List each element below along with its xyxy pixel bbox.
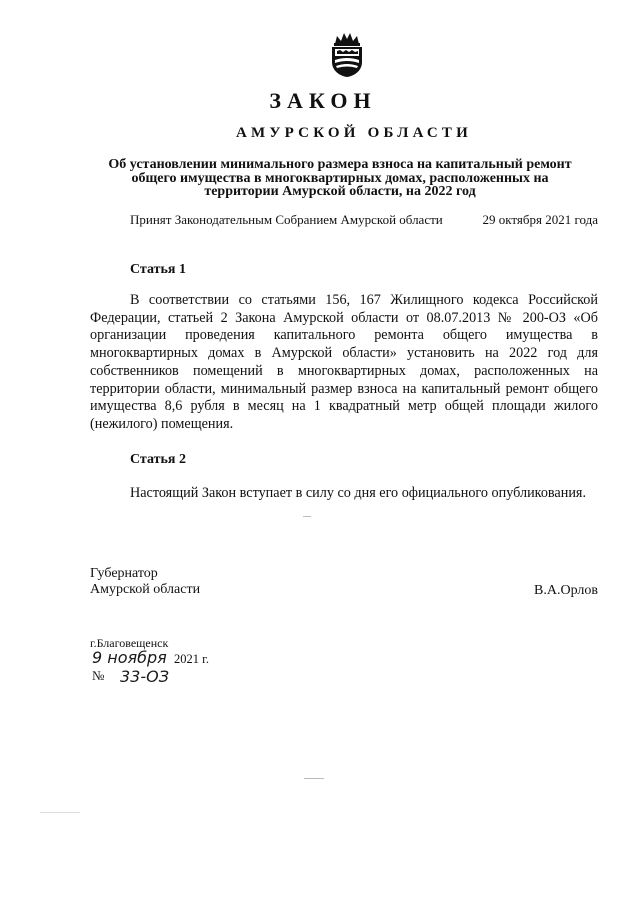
document-type-title: ЗАКОН [269,88,377,113]
law-subject [70,158,610,199]
scan-mark [40,812,80,813]
coat-of-arms-icon [327,30,367,78]
signatory-title-line: Губернатор [90,566,158,581]
adopted-date: 29 октября 2021 года [482,212,598,227]
article-2-heading: Статья 2 [130,452,186,467]
signatory-name: В.А.Орлов [534,583,598,598]
signatory-title-line: Амурской области [90,582,201,597]
article-1-text: В соответствии со статьями 156, 167 Жилищного кодекса Российской Федерации, статьей 2 Закона Амурской области от 08.07.2013 № 200-ОЗ «Об организации проведения капитального ремонта общего имущества в многоквартирных домах в Амурской области» установить на 2022 год для собственников помещений в многоквартирных домах, расположенных на территории области, минимальный размер взноса на капитальный ремонт общего имущества 8,6 рубля в месяц на 1 квадратный метр общей площади жилого (нежилого) помещения. [90,292,598,432]
scan-mark [303,516,311,517]
handwritten-number: 33-ОЗ [120,667,169,686]
handwritten-date: 9 ноября [92,648,167,667]
number-label: № [92,668,105,683]
city: г.Благовещенск [90,636,169,650]
region-title: АМУРСКОЙ ОБЛАСТИ [236,125,472,141]
article-2-text: Настоящий Закон вступает в силу со дня его официального опубликования. [130,485,586,501]
signatory-title [90,566,200,598]
year: 2021 г. [174,652,209,666]
scan-mark [304,778,324,779]
subject-line: территории Амурской области, на 2022 год [204,184,476,199]
article-1-heading: Статья 1 [130,262,186,277]
subject-line: общего имущества в многоквартирных домах, расположенных на [131,170,549,186]
subject-line: Об установлении минимального размера взноса на капитальный ремонт [108,157,572,172]
adopted-by: Принят Законодательным Собранием Амурской области [130,212,443,227]
